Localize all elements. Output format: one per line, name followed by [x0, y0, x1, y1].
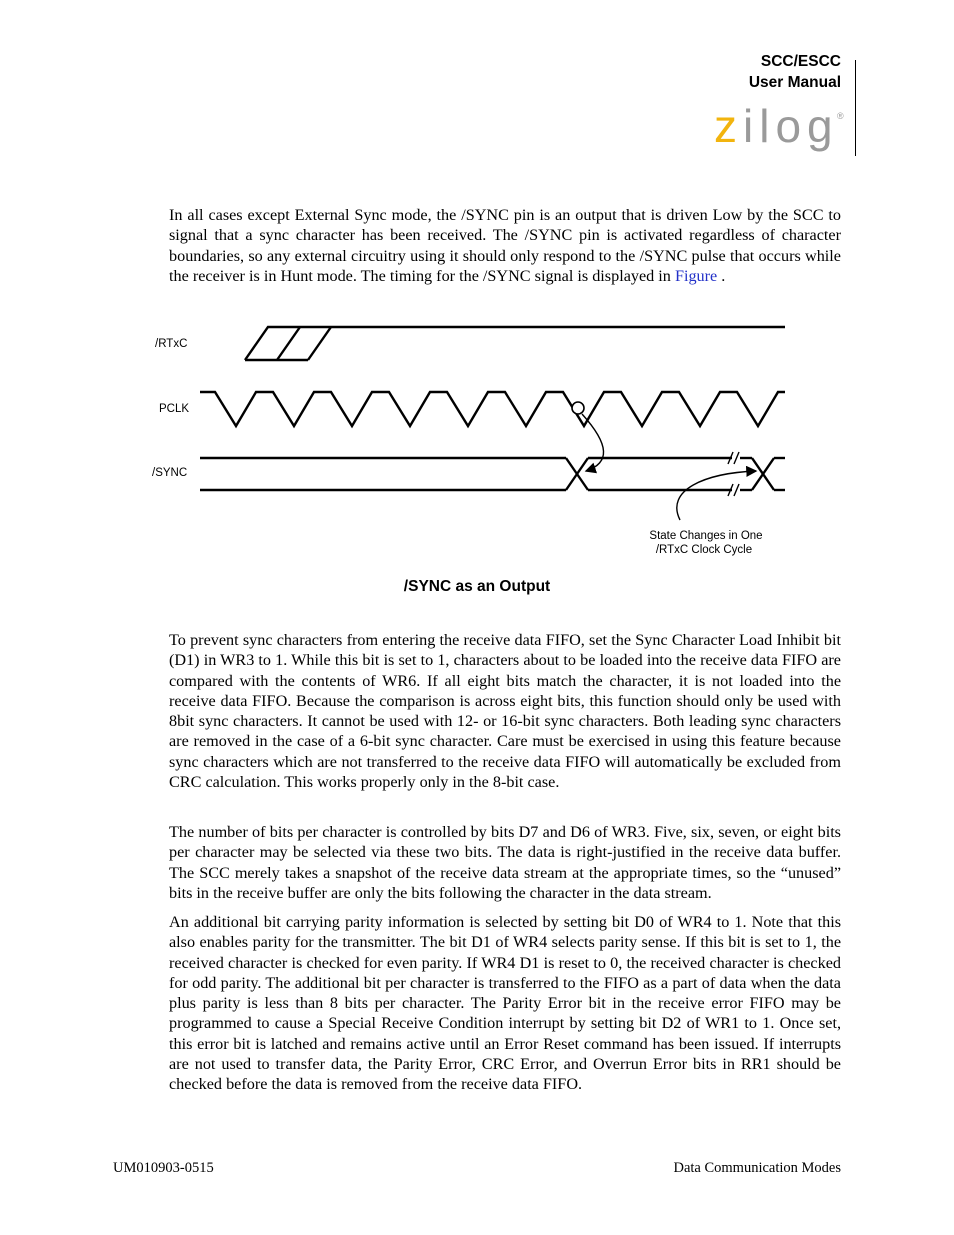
section-name: Data Communication Modes [673, 1160, 841, 1176]
annotation-line2: /RTxC Clock Cycle [655, 544, 753, 556]
manual-title-line2: User Manual [748, 74, 841, 91]
document-number: UM010903-0515 [113, 1160, 214, 1176]
zilog-logo-z: z [714, 106, 743, 152]
body-paragraph-1: To prevent sync characters from entering the receive data FIFO, set the Sync Character Load Inhibit bit (D1) in WR3 to 1. While this bit is set to 1, characters about to be loaded into the receive data FIFO are compared with the contents of WR6. If all eight bits match the character, it is not loaded into the receive data FIFO. Because the comparison is across eight bits, this function should only be used with 8bit sync characters. It cannot be used with 12- or 16-bit sync characters. Both leading sync characters are removed in the case of a 6-bit sync character. Care must be exercised in using this feature because sync characters which are not transferred to the receive data FIFO will automatically be excluded from CRC calculation. This works properly only in the 8-bit case. [169, 631, 841, 792]
figure-link[interactable]: Figure [674, 266, 718, 285]
sync-label: /SYNC [152, 467, 188, 479]
zilog-logo-text [714, 106, 839, 152]
body-paragraph-3: An additional bit carrying parity information is selected by setting bit D0 of WR4 to 1. Note that this also enables parity for the transmitter. The bit D1 of WR4 selects parity sense. If this bit is set to 1, the received character is checked for even parity. If WR4 D1 is reset to 0, the received character is checked for odd parity. The additional bit per character is transferred to the FIFO as a part of data when the data plus parity is less than 8 bits per character. The Parity Error bit in the receive error FIFO may be programmed to cause a Special Receive Condition interrupt by setting bit D2 of WR1 to 1. Once set, this error bit is latched and remains active until an Error Reset command has been issued. If interrupts are not used to transfer data, the Parity Error, CRC Error, and Overrun Error bits in RR1 should be checked before the data is removed from the receive data FIFO. [169, 913, 841, 1094]
manual-title-line1: SCC/ESCC [760, 53, 841, 70]
pclk-sample-point [572, 402, 584, 414]
sync-timing-diagram [140, 315, 800, 565]
rtxc-label: /RTxC [155, 338, 188, 350]
intro-paragraph [169, 205, 841, 286]
body-paragraph-2: The number of bits per character is controlled by bits D7 and D6 of WR3. Five, six, seven, or eight bits per character may be selected via these two bits. The data is right-justified in the receive data buffer. The SCC merely takes a snapshot of the receive data stream at the appropriate times, so the “unused” bits in the receive buffer are only the bits following the character in the data stream. [169, 823, 841, 902]
sync-waveform [200, 458, 785, 490]
zilog-logo-rest: ilog [743, 106, 839, 152]
annotation-arrow-2 [677, 471, 756, 520]
intro-tail: . [717, 266, 726, 285]
zilog-logo [712, 106, 848, 158]
intro-text: In all cases except External Sync mode, the /SYNC pin is an output that is driven Low by the SCC to signal that a sync character has been received. The /SYNC pin is activated regardless of character boundaries, so any external circuitry using it should only respond to the /SYNC pulse that occurs while the receiver is in Hunt mode. The timing for the /SYNC signal is displayed in [169, 206, 841, 285]
header-divider [855, 60, 856, 156]
figure-caption: /SYNC as an Output [403, 578, 551, 595]
pclk-label: PCLK [159, 403, 190, 415]
annotation-line1: State Changes in One [649, 530, 763, 542]
manual-title [749, 51, 841, 93]
rtxc-waveform [245, 327, 785, 360]
pclk-waveform [200, 392, 785, 426]
registered-mark: ® [837, 111, 844, 121]
